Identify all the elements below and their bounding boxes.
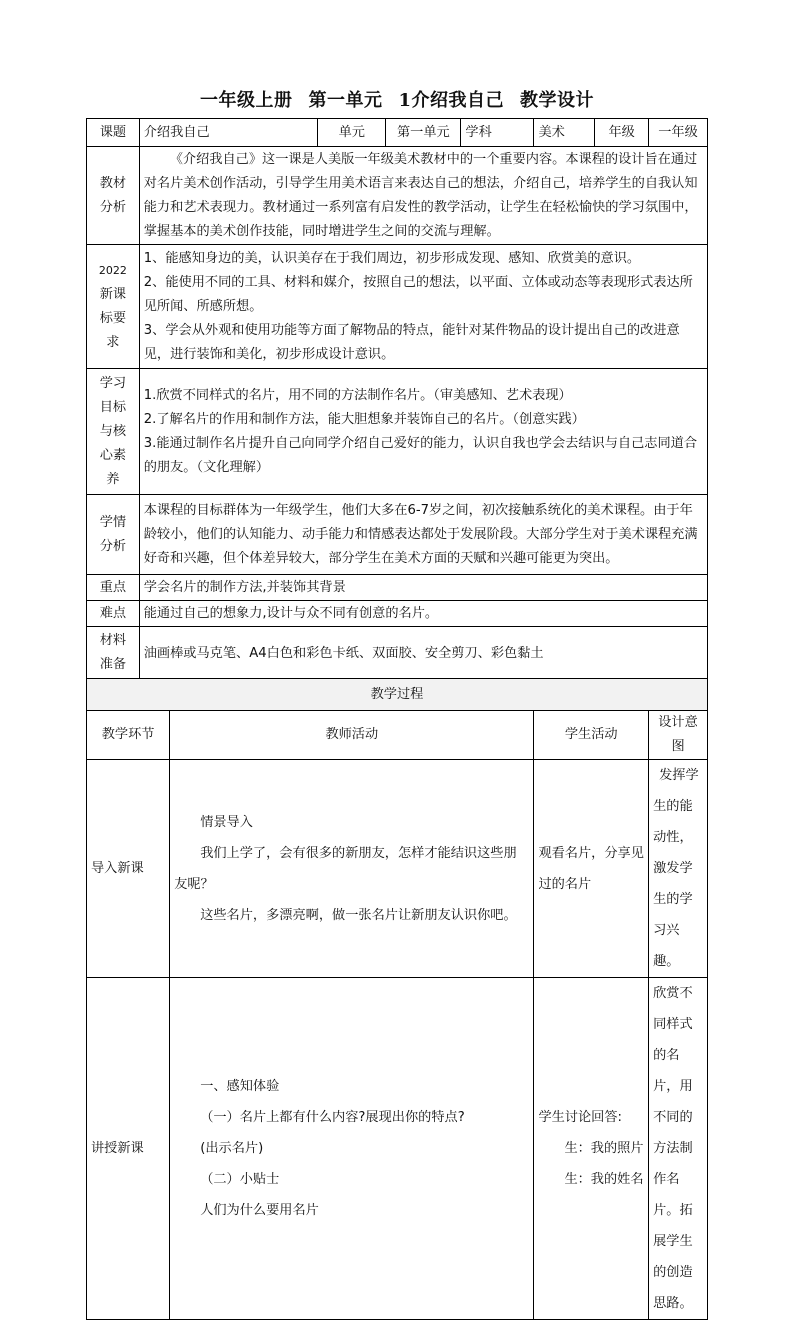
- header-row: [87, 119, 708, 147]
- title-grade: 一年级上册: [199, 90, 293, 111]
- teacher-line: （二）小贴士: [200, 1172, 280, 1187]
- material-analysis-text: 《介绍我自己》这一课是人美版一年级美术教材中的一个重要内容。本课程的设计旨在通过对名片美术创作活动，引导学生用美术语言来表达自己的想法，介绍自己，培养学生的自我认知能力和艺术表现力。教材通过一系列富有启发性的教学活动，让学生在轻松愉快的学习氛围中，掌握基本的美术创作技能，同时增进学生之间的交流与理解。: [139, 147, 707, 245]
- label-line: 学情: [99, 514, 127, 530]
- label-line: 准备: [99, 656, 127, 672]
- intent-line: 发挥学生的能动性，激发学生的学习兴趣。: [653, 768, 699, 969]
- stage-cell: [87, 760, 170, 978]
- label-line: 新课: [99, 286, 127, 302]
- label-line: 2022: [98, 263, 127, 277]
- topic-value: 介绍我自己: [139, 119, 318, 147]
- difficulty-text: 能通过自己的想象力,设计与众不同有创意的名片。: [139, 601, 707, 627]
- grade-value: 一年级: [649, 119, 708, 147]
- standard-item: 3、学会从外观和使用功能等方面了解物品的特点，能针对某件物品的设计提出自己的改进意见，进行装饰和美化，初步形成设计意识。: [143, 322, 680, 362]
- document-title: [0, 86, 794, 112]
- label-line: 材料: [99, 632, 127, 648]
- key-point-label: 重点: [87, 575, 140, 601]
- subject-label: 学科: [461, 119, 534, 147]
- standards-row: [87, 245, 708, 369]
- intent-line: 欣赏不同样式的名片，用不同的方法制作名片。拓展学生的创造思路。: [653, 986, 693, 1311]
- stage-label: 导入新课: [91, 861, 144, 876]
- materials-label: [87, 627, 140, 679]
- label-line: 求: [106, 334, 120, 350]
- label-line: 养: [106, 471, 120, 487]
- materials-row: [87, 627, 708, 679]
- student-line: 生：我的姓名: [564, 1172, 644, 1187]
- learner-analysis-row: [87, 495, 708, 575]
- student-line: 学生讨论回答:: [538, 1110, 623, 1125]
- process-row-intro: [87, 760, 708, 978]
- objectives-row: [87, 369, 708, 495]
- teacher-cell: [170, 978, 534, 1320]
- column-teacher: 教师活动: [170, 711, 534, 760]
- teacher-cell: [170, 760, 534, 978]
- lesson-plan-table: [86, 118, 708, 1320]
- standard-item: 1、能感知身边的美，认识美存在于我们周边，初步形成发现、感知、欣赏美的意识。: [143, 250, 641, 266]
- title-unit: 第一单元: [308, 90, 383, 111]
- objective-item: 1.欣赏不同样式的名片，用不同的方法制作名片。（审美感知、艺术表现）: [143, 387, 572, 403]
- label-line: 与核: [99, 423, 127, 439]
- material-analysis-label: [87, 147, 140, 245]
- label-line: 目标: [99, 399, 127, 415]
- standards-label: [87, 245, 140, 369]
- stage-cell: [87, 978, 170, 1320]
- teacher-line: 人们为什么要用名片: [200, 1203, 319, 1218]
- label-line: 分析: [99, 199, 127, 215]
- objectives-text: [139, 369, 707, 495]
- objectives-label: [87, 369, 140, 495]
- student-line: 观看名片，分享见过的名片: [538, 845, 644, 892]
- objective-item: 2.了解名片的作用和制作方法，能大胆想象并装饰自己的名片。（创意实践）: [143, 411, 585, 427]
- student-line: 生：我的照片: [564, 1141, 644, 1156]
- objective-item: 3.能通过制作名片提升自己向同学介绍自己爱好的能力，认识自我也学会去结识与自己志同道合的朋友。（文化理解）: [143, 435, 698, 475]
- unit-label: 单元: [318, 119, 386, 147]
- process-row-lesson: [87, 978, 708, 1320]
- learner-analysis-label: [87, 495, 140, 575]
- teacher-line: 这些名片，多漂亮啊，做一张名片让新朋友认识你吧。: [200, 907, 517, 923]
- difficulty-label: 难点: [87, 601, 140, 627]
- teacher-line: 情景导入: [200, 814, 253, 830]
- label-line: 标要: [99, 310, 127, 326]
- teacher-line: (出示名片): [200, 1141, 264, 1156]
- topic-label: 课题: [87, 119, 140, 147]
- label-line: 教材: [99, 175, 127, 191]
- key-point-text: 学会名片的制作方法,并装饰其背景: [139, 575, 707, 601]
- standard-item: 2、能使用不同的工具、材料和媒介，按照自己的想法，以平面、立体或动态等表现形式表达所见所闻、所感所想。: [143, 274, 693, 314]
- label-line: 学习: [99, 375, 127, 391]
- material-analysis-row: [87, 147, 708, 245]
- learner-analysis-text: 本课程的目标群体为一年级学生，他们大多在6-7岁之间，初次接触系统化的美术课程。由于年龄较小，他们的认知能力、动手能力和情感表达都处于发展阶段。大部分学生对于美术课程充满好奇和兴趣，但个体差异较大，部分学生在美术方面的天赋和兴趣可能更为突出。: [139, 495, 707, 575]
- student-cell: [534, 978, 649, 1320]
- label-line: 心素: [99, 447, 127, 463]
- subject-value: 美术: [534, 119, 595, 147]
- process-heading: 教学过程: [87, 679, 708, 711]
- column-stage: 教学环节: [87, 711, 170, 760]
- label-line: 分析: [99, 538, 127, 554]
- key-point-row: [87, 575, 708, 601]
- difficulty-row: [87, 601, 708, 627]
- process-columns-row: [87, 711, 708, 760]
- teacher-line: 一、感知体验: [200, 1079, 280, 1094]
- stage-label: 讲授新课: [91, 1141, 144, 1156]
- process-heading-row: [87, 679, 708, 711]
- column-intent: 设计意图: [649, 711, 708, 760]
- student-cell: [534, 760, 649, 978]
- grade-label: 年级: [595, 119, 649, 147]
- teacher-line: （一）名片上都有什么内容?展现出你的特点?: [200, 1110, 465, 1125]
- title-type: 教学设计: [520, 90, 595, 111]
- unit-value: 第一单元: [386, 119, 461, 147]
- intent-cell: [649, 760, 708, 978]
- intent-cell: [649, 978, 708, 1320]
- teacher-line: 我们上学了，会有很多的新朋友，怎样才能结识这些朋友呢？: [174, 845, 517, 892]
- title-lesson: 1介绍我自己: [398, 90, 505, 111]
- standards-text: [139, 245, 707, 369]
- materials-text: 油画棒或马克笔、A4白色和彩色卡纸、双面胶、安全剪刀、彩色黏土: [139, 627, 707, 679]
- column-student: 学生活动: [534, 711, 649, 760]
